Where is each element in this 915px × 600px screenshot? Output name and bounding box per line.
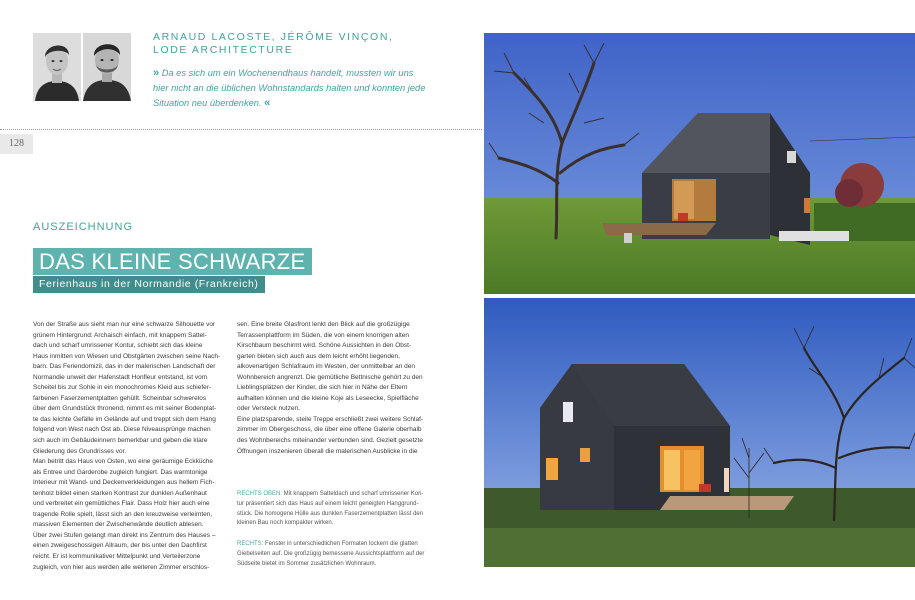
body-column-1 xyxy=(33,320,223,573)
caption-top-line: stück. Die homogene Hülle aus dunklen Faserzementplatten lässt den xyxy=(237,510,424,517)
body-column-1-line: Haus inmitten von Wiesen und Obstgärten zwischen seine Nach- xyxy=(33,352,221,360)
body-column-2-line: garten bieten sich auch aus dem leicht erhöht liegenden, xyxy=(237,352,400,360)
authors-line-2: LODE ARCHITECTURE xyxy=(153,44,294,56)
body-column-1-line: zugleich, von hier aus werden alle weiteren Zimmer erschlos- xyxy=(33,563,210,571)
caption-top-photo xyxy=(237,490,433,529)
body-column-1-line: und verbreitet ein gemütliches Flair. Dass Holz hier auch eine xyxy=(33,500,210,508)
authors-line-1: ARNAUD LACOSTE, JÉRÔME VINÇON, xyxy=(153,31,394,43)
body-column-1-line: massiven Elementen der Zwischenwände deutlich ablesen. xyxy=(33,521,204,529)
caption-top-line: tur präsentiert sich das Haus auf einem leicht geneigten Hanggrund- xyxy=(237,500,419,507)
body-column-1-line: farbenen Faserzementplatten gehüllt. Scheinbar schwerelos xyxy=(33,394,207,402)
body-column-1-line: folgend von West nach Ost ab. Diese Niveausprünge machen xyxy=(33,426,211,434)
body-column-1-line: te das leichte Gefälle im Gelände auf und treppt sich dem Hang xyxy=(33,415,216,423)
section-kicker: AUSZEICHNUNG xyxy=(33,221,134,233)
body-column-2 xyxy=(237,320,433,457)
body-column-1-line: Scheitel bis zur Sohle in ein monochromes Kleid aus schiefer- xyxy=(33,384,212,392)
body-column-1-line: sich auch im Gebäudeinnern bemerkbar und geben die klare xyxy=(33,437,208,445)
body-column-1-line: Gliederung des Grundrisses vor. xyxy=(33,447,127,455)
body-column-1-line: tragende Rolle spielt, lässt sich an den kreuzweise verleimten, xyxy=(33,510,213,518)
portrait-jerome-vincon xyxy=(83,33,131,101)
architect-quote xyxy=(153,66,443,111)
body-column-2-line: des Wohnbereichs miteinander verbunden sind. Gezielt gesetzte xyxy=(237,437,423,445)
body-column-1-line: barn. Das Feriendomizil, das in der malerischen Landschaft der xyxy=(33,363,216,371)
body-column-2-line: oder Versteck nutzen. xyxy=(237,405,300,413)
body-column-2-line: Wohnbereich angrenzt. Die gemütliche Bettnische gehört zu den xyxy=(237,373,423,381)
caption-bottom-line: Südseite bietet im Sommer zusätzlichen Wohnraum. xyxy=(237,560,377,567)
body-column-1-line: tenholz bildet einen starken Kontrast zur dunklen Außenhaut xyxy=(33,489,207,497)
body-column-2-line: Eine platzsparende, steile Treppe erschließt zwei weitere Schlaf- xyxy=(237,415,424,423)
body-column-2-line: Kirschbaum beschirmt wird. Schöne Aussichten in den Obst- xyxy=(237,342,412,350)
body-column-2-line: Lieblingsplätzen der Kinder, die sich hier in Nähe der Eltern xyxy=(237,384,408,392)
body-column-2-line: aufhalten können und die kleine Koje als Leseecke, Spielfläche xyxy=(237,394,419,402)
quote-line-2: hier nicht an die üblichen Wohnstandards halten und konnten jede xyxy=(153,83,426,93)
body-column-2-line: Öffnungen inszenieren überall die malerischen Ausblicke in die xyxy=(237,447,418,455)
body-column-2-line: alkovenartigen Schlafraum im Westen, der unmittelbar an den xyxy=(237,363,416,371)
caption-bottom-line: Giebelseiten auf. Die großzügig bemessene Aussichtsplattform auf der xyxy=(237,550,425,557)
body-column-1-line: Man betritt das Haus von Osten, wo eine geräumige Eckküche xyxy=(33,458,213,466)
article-title: DAS KLEINE SCHWARZE xyxy=(33,248,312,275)
body-column-1-line: über dem Grundstück thronend, nimmt es mit seiner Bodenplat- xyxy=(33,405,217,413)
body-column-1-line: Über zwei Stufen gelangt man direkt ins Zentrum des Hauses – xyxy=(33,531,216,539)
header-divider xyxy=(0,129,482,130)
body-column-2-line: Terrassenplattform im Süden, die von einem knorrigen alten xyxy=(237,331,409,339)
caption-top-label: RECHTS OBEN: xyxy=(237,491,283,497)
page-number: 128 xyxy=(0,134,33,154)
body-column-2-line: sen. Eine breite Glasfront lenkt den Blick auf die großzügige xyxy=(237,321,410,328)
body-column-1-line: Von der Straße aus sieht man nur eine schwarze Silhouette vor xyxy=(33,321,216,328)
body-column-1-line: als Entree und Garderobe zugleich fungiert. Das warmtonige xyxy=(33,468,208,476)
caption-top-line: Mit knappem Satteldach und scharf umrissener Kon- xyxy=(282,491,424,497)
body-column-1-line: Interieur mit Wand- und Deckenverkleidungen aus hellem Fich- xyxy=(33,479,215,487)
quote-line-3: Situation neu überdenken. xyxy=(153,98,262,108)
quote-open-mark: » xyxy=(153,67,160,79)
body-column-2-line: zimmer im Obergeschoss, die über eine offene Galerie oberhalb xyxy=(237,426,422,434)
architect-names xyxy=(153,31,433,57)
body-column-1-line: Normandie unweit der Hafenstadt Honfleur entstand, ist vom xyxy=(33,373,208,381)
quote-close-mark: « xyxy=(264,97,271,109)
photo-house-dusk xyxy=(484,298,915,567)
caption-bottom-label: RECHTS: xyxy=(237,541,264,547)
body-column-1-line: reicht. Er ist kommunikativer Mittelpunkt und Verteilerzone xyxy=(33,553,201,561)
article-subtitle: Ferienhaus in der Normandie (Frankreich) xyxy=(33,276,265,293)
body-column-1-line: einen zweigeschossigen Allraum, der bis unter den Dachfirst xyxy=(33,542,207,550)
photo-house-daytime xyxy=(484,33,915,294)
body-column-1-line: grünem Hintergrund: Archaisch einfach, mit knappem Sattel- xyxy=(33,331,207,339)
caption-top-line: kleinen Bau noch kompakter wirken. xyxy=(237,520,334,527)
caption-bottom-photo xyxy=(237,540,433,569)
portrait-arnaud-lacoste xyxy=(33,33,81,101)
caption-bottom-line: Fenster in unterschiedlichen Formaten lockern die glatten xyxy=(263,541,418,547)
quote-line-1: Da es sich um ein Wochenendhaus handelt, mussten wir uns xyxy=(161,68,414,78)
body-column-1-line: dach und scharf umrissener Kontur, schiebt sich das kleine xyxy=(33,342,203,350)
